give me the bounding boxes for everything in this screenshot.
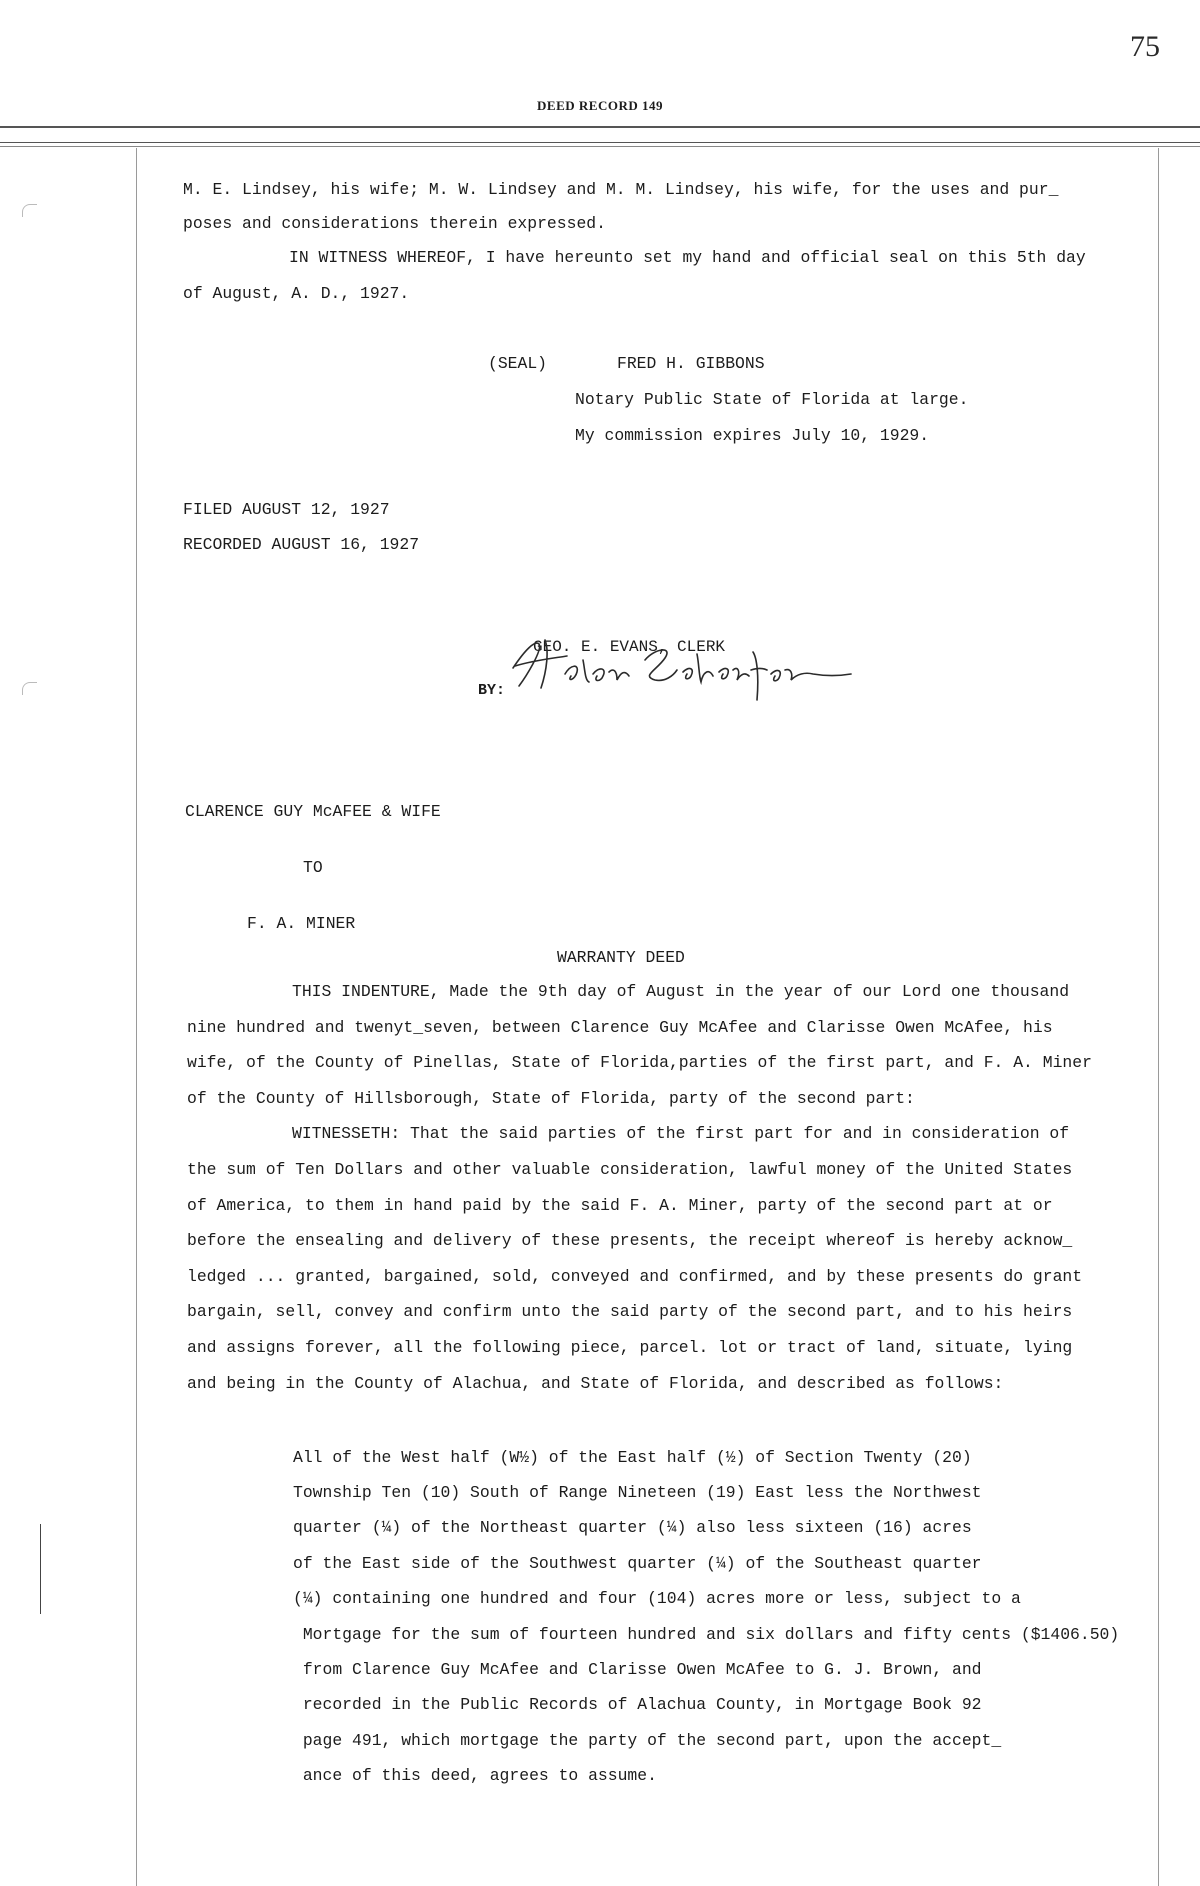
text-line: and being in the County of Alachua, and State of Florida, and described as follows: — [187, 1374, 1004, 1393]
recorded-date: RECORDED AUGUST 16, 1927 — [183, 535, 420, 554]
text-line: All of the West half (W½) of the East half (½) of Section Twenty (20) — [293, 1448, 972, 1467]
text-line: WITNESSETH: That the said parties of the first part for and in consideration of — [292, 1124, 1070, 1143]
text-line: (¼) containing one hundred and four (104) acres more or less, subject to a — [293, 1589, 1021, 1608]
text-line: poses and considerations therein expressed. — [183, 214, 606, 233]
text-line: quarter (¼) of the Northeast quarter (¼) also less sixteen (16) acres — [293, 1518, 972, 1537]
text-line: wife, of the County of Pinellas, State of Florida,parties of the first part, and F. A. Miner — [187, 1053, 1092, 1072]
right-margin-rule — [1158, 148, 1159, 1886]
record-book-title: DEED RECORD 149 — [537, 98, 663, 113]
text-line: nine hundred and twenyt_seven, between Clarence Guy McAfee and Clarisse Owen McAfee, his — [187, 1018, 1053, 1037]
text-line: of America, to them in hand paid by the said F. A. Miner, party of the second part at or — [187, 1196, 1053, 1215]
notary-seal: (SEAL) — [488, 354, 548, 373]
text-line: recorded in the Public Records of Alachua County, in Mortgage Book 92 — [293, 1695, 982, 1714]
text-line: Mortgage for the sum of fourteen hundred and six dollars and fifty cents ($1406.50) — [293, 1625, 1120, 1644]
header-rule-top — [0, 126, 1200, 128]
header-rule-bottom — [0, 142, 1200, 143]
clerk-name: GEO. E. EVANS, CLERK — [533, 638, 726, 656]
text-line: of the County of Hillsborough, State of Florida, party of the second part: — [187, 1089, 915, 1108]
left-margin-rule — [136, 148, 137, 1886]
text-line: and assigns forever, all the following piece, parcel. lot or tract of land, situate, lying — [187, 1338, 1073, 1357]
grantee: F. A. MINER — [247, 914, 356, 933]
binding-mark — [40, 1524, 41, 1614]
filed-date: FILED AUGUST 12, 1927 — [183, 500, 390, 519]
text-line: IN WITNESS WHEREOF, I have hereunto set my hand and official seal on this 5th day — [289, 248, 1086, 267]
to-label: TO — [303, 858, 323, 877]
deed-title: WARRANTY DEED — [557, 948, 685, 967]
text-line: of the East side of the Southwest quarter (¼) of the Southeast quarter — [293, 1554, 982, 1573]
text-line: page 491, which mortgage the party of the second part, upon the accept_ — [293, 1731, 1002, 1750]
text-line: the sum of Ten Dollars and other valuable consideration, lawful money of the United States — [187, 1160, 1073, 1179]
text-line: THIS INDENTURE, Made the 9th day of August in the year of our Lord one thousand — [292, 982, 1070, 1001]
grantor: CLARENCE GUY McAFEE & WIFE — [185, 802, 441, 821]
binding-mark — [22, 682, 37, 695]
by-label: BY: — [478, 682, 506, 699]
text-line: ledged ... granted, bargained, sold, conveyed and confirmed, and by these presents do grant — [187, 1267, 1083, 1286]
binding-mark — [22, 204, 37, 217]
notary-name: FRED H. GIBBONS — [617, 354, 765, 373]
text-line: M. E. Lindsey, his wife; M. W. Lindsey and M. M. Lindsey, his wife, for the uses and pur_ — [183, 180, 1059, 199]
text-line: bargain, sell, convey and confirm unto the said party of the second part, and to his heirs — [187, 1302, 1073, 1321]
clerk-signature — [505, 630, 865, 710]
text-line: Township Ten (10) South of Range Nineteen (19) East less the Northwest — [293, 1483, 982, 1502]
text-line: ance of this deed, agrees to assume. — [293, 1766, 657, 1785]
page-number: 75 — [1130, 30, 1160, 63]
notary-title: Notary Public State of Florida at large. — [575, 390, 969, 409]
notary-commission: My commission expires July 10, 1929. — [575, 426, 930, 445]
header-rule-bottom-2 — [0, 146, 1200, 147]
text-line: from Clarence Guy McAfee and Clarisse Owen McAfee to G. J. Brown, and — [293, 1660, 982, 1679]
text-line: of August, A. D., 1927. — [183, 284, 410, 303]
text-line: before the ensealing and delivery of these presents, the receipt whereof is hereby acknow_ — [187, 1231, 1073, 1250]
